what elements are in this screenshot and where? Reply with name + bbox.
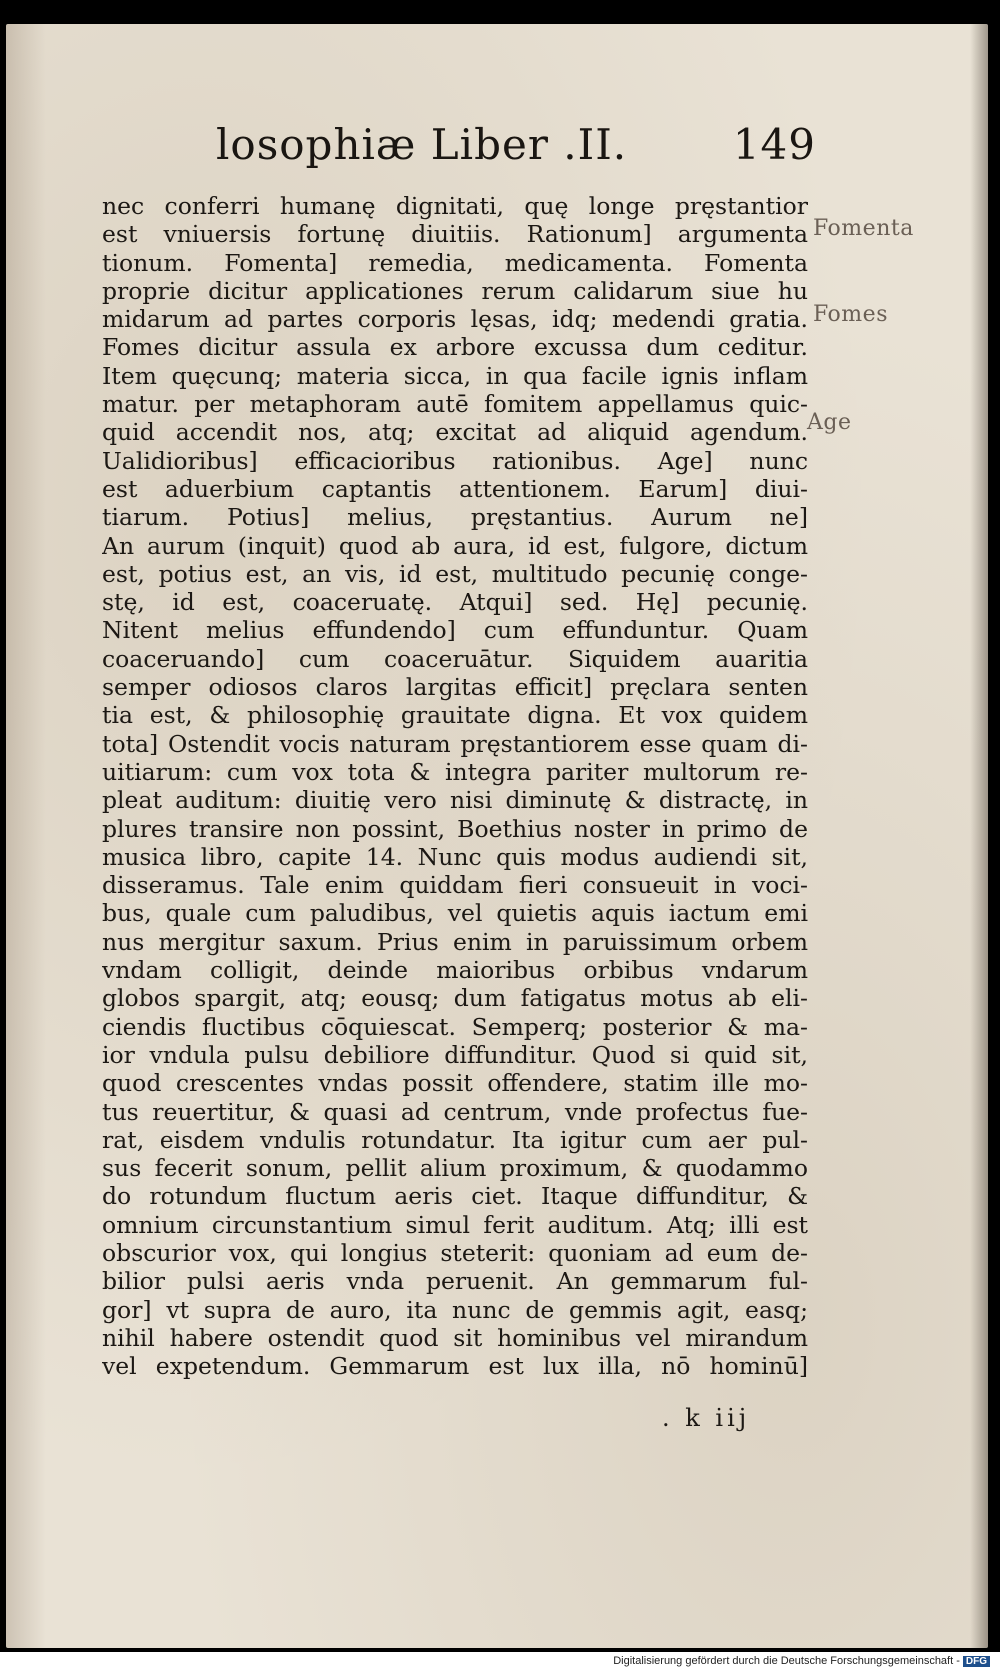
page-edge-shadow xyxy=(970,24,988,1648)
text-line: Ualidioribus] efficacioribus rationibus. Age] nunc xyxy=(102,446,808,475)
text-line: bilior pulsi aeris vnda peruenit. An gemmarum ful- xyxy=(102,1267,808,1296)
text-line: omnium circunstantium simul ferit auditum. Atq; illi est xyxy=(102,1210,808,1239)
text-line: sus fecerit sonum, pellit alium proximum, & quodammo xyxy=(102,1154,808,1183)
dfg-logo: DFG xyxy=(963,1656,990,1667)
text-line: tionum. Fomenta] remedia, medicamenta. Fomenta xyxy=(102,248,808,277)
text-line: tota] Ostendit vocis naturam pręstantiorem esse quam di- xyxy=(102,729,808,758)
text-line: do rotundum fluctum aeris ciet. Itaque diffunditur, & xyxy=(102,1182,808,1211)
text-line: est vniuersis fortunę diuitiis. Rationum] argumenta xyxy=(102,220,808,249)
running-header xyxy=(196,120,816,180)
signature-mark: . k iij xyxy=(662,1404,751,1432)
credit-text: Digitalisierung gefördert durch die Deutsche Forschungsgemeinschaft - xyxy=(613,1655,960,1667)
text-line: uitiarum: cum vox tota & integra pariter multorum re- xyxy=(102,757,808,786)
text-line: proprie dicitur applicationes rerum calidarum siue hu xyxy=(102,276,808,305)
text-line: vel expetendum. Gemmarum est lux illa, nō hominū] xyxy=(102,1352,808,1381)
text-line: An aurum (inquit) quod ab aura, id est, fulgore, dictum xyxy=(102,531,808,560)
text-line: semper odiosos claros largitas efficit] pręclara senten xyxy=(102,673,808,702)
text-line: est aduerbium captantis attentionem. Earum] diui- xyxy=(102,474,808,503)
text-line: obscurior vox, qui longius steterit: quoniam ad eum de- xyxy=(102,1238,808,1267)
text-line: Nitent melius effundendo] cum effunduntur. Quam xyxy=(102,616,808,645)
text-line: pleat auditum: diuitię vero nisi diminutę & distractę, in xyxy=(102,786,808,815)
text-line: tus reuertitur, & quasi ad centrum, vnde profectus fue- xyxy=(102,1097,808,1126)
text-line: musica libro, capite 14. Nunc quis modus audiendi sit, xyxy=(102,842,808,871)
text-line: globos spargit, atq; eousq; dum fatigatus motus ab eli- xyxy=(102,984,808,1013)
text-line: nec conferri humanę dignitati, quę longe pręstantior xyxy=(102,192,808,220)
text-line: coaceruando] cum coaceruātur. Siquidem auaritia xyxy=(102,644,808,673)
text-line: Item quęcunq; materia sicca, in qua facile ignis inflam xyxy=(102,361,808,390)
commentary-text xyxy=(102,192,808,1380)
text-line: plures transire non possint, Boethius noster in primo de xyxy=(102,814,808,843)
page-number: 149 xyxy=(732,120,816,169)
margin-note-fomenta: Fomenta xyxy=(813,216,914,241)
text-line: midarum ad partes corporis lęsas, idq; medendi gratia. xyxy=(102,305,808,334)
text-line: stę, id est, coaceruatę. Atqui] sed. Hę] pecunię. xyxy=(102,588,808,617)
text-line: rat, eisdem vndulis rotundatur. Ita igitur cum aer pul- xyxy=(102,1125,808,1154)
text-line: gor] vt supra de auro, ita nunc de gemmis agit, easq; xyxy=(102,1295,808,1324)
margin-note-fomes: Fomes xyxy=(813,302,888,327)
text-line: ciendis fluctibus cōquiescat. Semperq; posterior & ma- xyxy=(102,1012,808,1041)
text-line: tia est, & philosophię grauitate digna. Et vox quidem xyxy=(102,701,808,730)
text-line: disseramus. Tale enim quiddam fieri consueuit in voci- xyxy=(102,871,808,900)
text-line: vndam colligit, deinde maioribus orbibus vndarum xyxy=(102,956,808,985)
text-line: nihil habere ostendit quod sit hominibus vel mirandum xyxy=(102,1323,808,1352)
text-line: tiarum. Potius] melius, pręstantius. Aurum ne] xyxy=(102,503,808,532)
text-line: quod crescentes vndas possit offendere, statim ille mo- xyxy=(102,1069,808,1098)
digitization-credit xyxy=(613,1655,990,1667)
margin-note-age: Age xyxy=(807,410,852,435)
text-line: quid accendit nos, atq; excitat ad aliquid agendum. xyxy=(102,418,808,447)
text-line: matur. per metaphoram autē fomitem appellamus quic- xyxy=(102,390,808,419)
text-line: nus mergitur saxum. Prius enim in paruissimum orbem xyxy=(102,927,808,956)
book-page xyxy=(6,24,988,1648)
text-line: est, potius est, an vis, id est, multitudo pecunię conge- xyxy=(102,559,808,588)
text-line: Fomes dicitur assula ex arbore excussa dum ceditur. xyxy=(102,333,808,362)
text-line: bus, quale cum paludibus, vel quietis aquis iactum emi xyxy=(102,899,808,928)
text-line: ior vndula pulsu debiliore diffunditur. Quod si quid sit, xyxy=(102,1040,808,1069)
running-title: losophiæ Liber .II. xyxy=(216,120,628,169)
